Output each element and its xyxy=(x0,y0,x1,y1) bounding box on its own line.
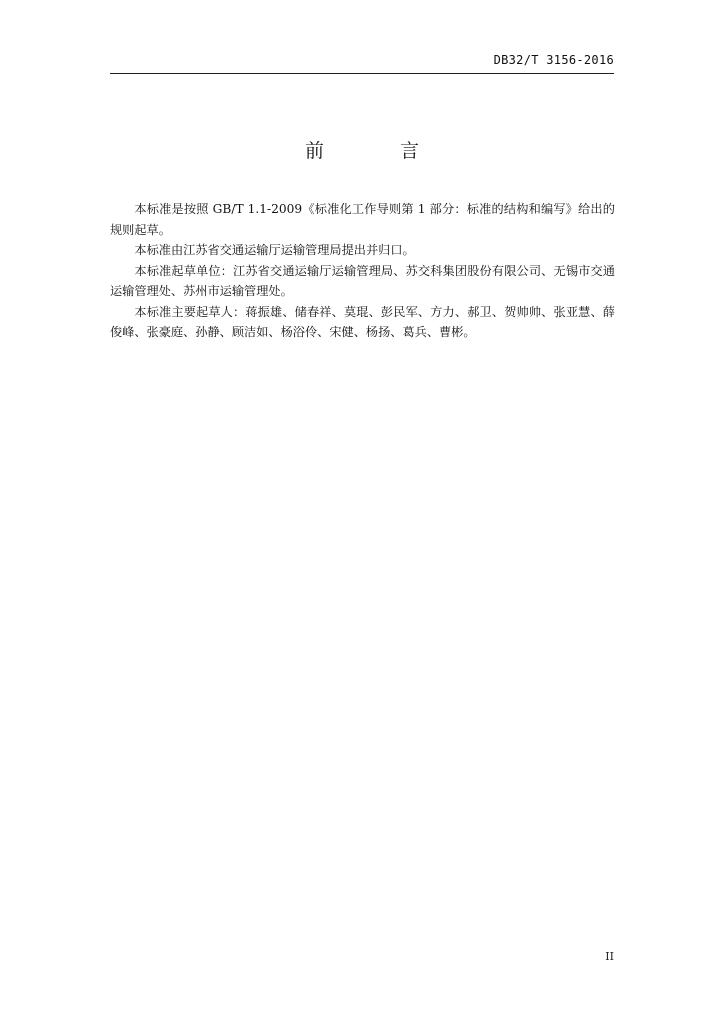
page-number: II xyxy=(605,950,614,963)
foreword-body xyxy=(110,199,615,343)
document-code: DB32/T 3156-2016 xyxy=(493,53,614,67)
page-title: 前 言 xyxy=(304,140,455,162)
paragraph-drafting-rules: 本标准是按照 GB/T 1.1-2009《标准化工作导则第 1 部分：标准的结构和编写》给出的规则起草。 xyxy=(110,202,615,237)
paragraph-main-drafters: 本标准主要起草人：蒋振雄、储春祥、莫琨、彭民军、方力、郝卫、贺帅帅、张亚慧、薛俊峰、张豪庭、孙静、顾洁如、杨浴伶、宋健、杨扬、葛兵、曹彬。 xyxy=(110,304,615,339)
paragraph-proposer: 本标准由江苏省交通运输厅运输管理局提出并归口。 xyxy=(134,243,415,257)
header-divider xyxy=(110,73,614,74)
paragraph-drafting-units: 本标准起草单位：江苏省交通运输厅运输管理局、苏交科集团股份有限公司、无锡市交通运输管理处、苏州市运输管理处。 xyxy=(110,263,615,298)
